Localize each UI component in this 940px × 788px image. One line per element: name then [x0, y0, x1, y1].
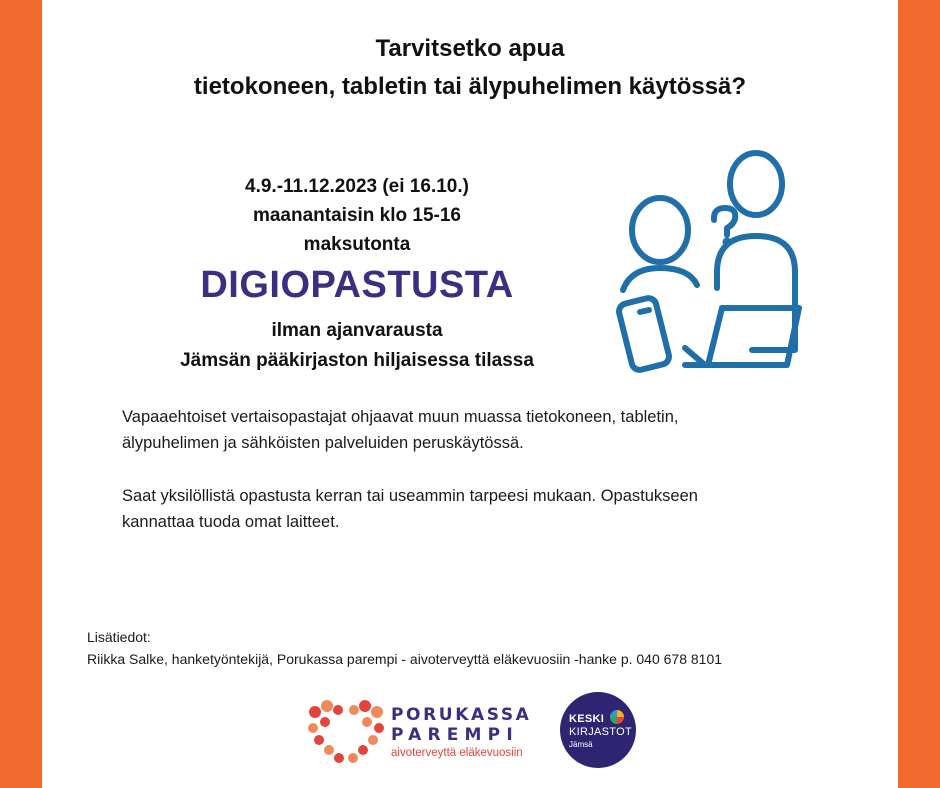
event-details: [137, 172, 577, 259]
headline: [42, 30, 898, 106]
keski-logo-line-2: KIRJASTOT: [569, 726, 633, 738]
event-booking: ilman ajanvarausta: [271, 320, 443, 341]
event-place: Jämsän pääkirjaston hiljaisessa tilassa: [180, 350, 534, 371]
headline-line-1: Tarvitsetko apua: [375, 35, 565, 62]
poster: [42, 0, 898, 788]
porukassa-logo-line-1: PORUKASSA: [391, 705, 532, 725]
event-dates: 4.9.-11.12.2023 (ei 16.10.): [245, 176, 469, 197]
keski-kirjastot-logo: [560, 692, 636, 768]
colorful-pinwheel-icon: [610, 710, 624, 724]
paragraph-2-line-2: kannattaa tuoda omat laitteet.: [122, 513, 340, 531]
more-info-label: Lisätiedot:: [87, 629, 151, 645]
porukassa-logo-line-2: PAREMPI: [391, 725, 519, 745]
more-info: [87, 626, 877, 670]
event-time: maanantaisin klo 15-16: [252, 205, 462, 226]
paragraph-1-line-1: Vapaaehtoiset vertaisopastajat ohjaavat muun muassa tietokoneen, tabletin,: [122, 408, 679, 426]
paragraph-guidance: [122, 483, 842, 535]
heart-tree-logo-icon: [307, 698, 385, 766]
headline-line-2: tietokoneen, tabletin tai älypuhelimen käytössä?: [193, 73, 747, 100]
porukassa-logo-tagline: aivoterveyttä eläkevuosiin: [391, 747, 523, 759]
paragraph-2-line-1: Saat yksilöllistä opastusta kerran tai useammin tarpeesi mukaan. Opastukseen: [122, 487, 698, 505]
event-price: maksutonta: [303, 234, 411, 255]
event-location: [137, 316, 577, 376]
keski-logo-line-3: Jämsä: [569, 740, 593, 749]
keski-logo-line-1: KESKI: [569, 713, 605, 725]
contact-details: Riikka Salke, hanketyöntekijä, Porukassa parempi - aivoterveyttä eläkevuosiin -hanke p. 040 678 8101: [87, 651, 723, 667]
porukassa-parempi-logo: [307, 698, 537, 766]
event-title: DIGIOPASTUSTA: [200, 264, 514, 306]
paragraph-1-line-2: älypuhelimen ja sähköisten palveluiden peruskäytössä.: [122, 434, 524, 452]
people-with-laptop-and-phone-icon: [577, 140, 807, 380]
paragraph-volunteers: [122, 404, 842, 456]
